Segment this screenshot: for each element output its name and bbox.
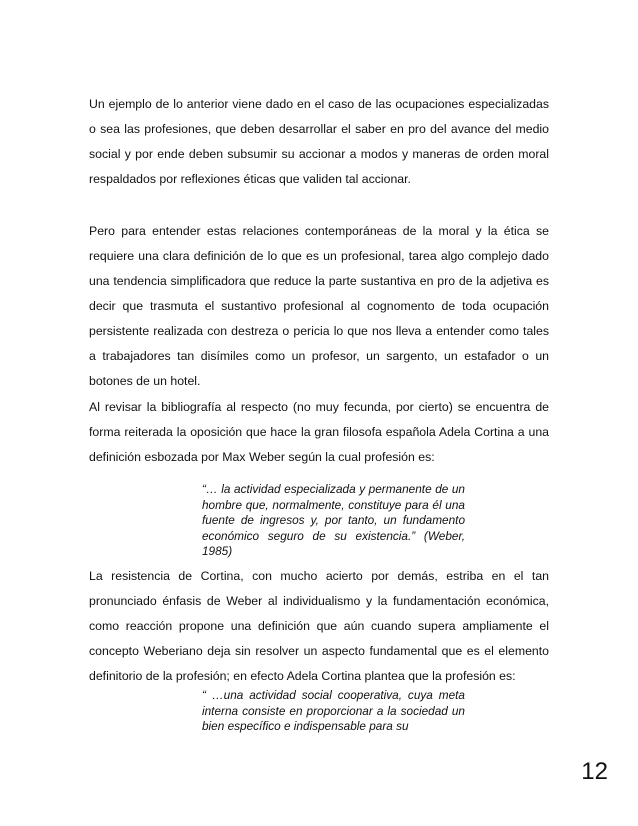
paragraph-3: Al revisar la bibliografía al respecto (no muy fecunda, por cierto) se encuentra de forma reiterada la oposición que hace la gran filosofa española Adela Cortina a una definición esbozada por Max Weber según la cual profesión es: [89, 400, 549, 464]
paragraph-1: Un ejemplo de lo anterior viene dado en el caso de las ocupaciones especializadas o sea las profesiones, que deben desarrollar el saber en pro del avance del medio social y por ende deben subsumir su accionar a modos y maneras de orden moral respaldados por reflexiones éticas que validen tal accionar. [89, 97, 549, 186]
block-quote-weber: “… la actividad especializada y permanente de un hombre que, normalmente, constituye para él una fuente de ingresos y, por tanto, un fundamento económico seguro de su existencia.” (Weber, 1985) [202, 482, 465, 558]
page-number: 12 [581, 758, 608, 785]
paragraph-4: La resistencia de Cortina, con mucho acierto por demás, estriba en el tan pronunciado énfasis de Weber al individualismo y la fundamentación económica, como reacción propone una definición que aún cuando supera ampliamente el concepto Weberiano deja sin resolver un aspecto fundamental que es el elemento definitorio de la profesión; en efecto Adela Cortina plantea que la profesión es: [89, 569, 549, 683]
block-quote-cortina: “ …una actividad social cooperativa, cuya meta interna consiste en proporcionar a la sociedad un bien específico e indispensable para su [202, 688, 465, 733]
paragraph-2: Pero para entender estas relaciones contemporáneas de la moral y la ética se requiere una clara definición de lo que es un profesional, tarea algo complejo dado una tendencia simplificadora que reduce la parte sustantiva en pro de la adjetiva es decir que trasmuta el sustantivo profesional al cognomento de toda ocupación persistente realizada con destreza o pericia lo que nos lleva a entender como tales a trabajadores tan disímiles como un profesor, un sargento, un estafador o un botones de un hotel. [89, 224, 549, 388]
